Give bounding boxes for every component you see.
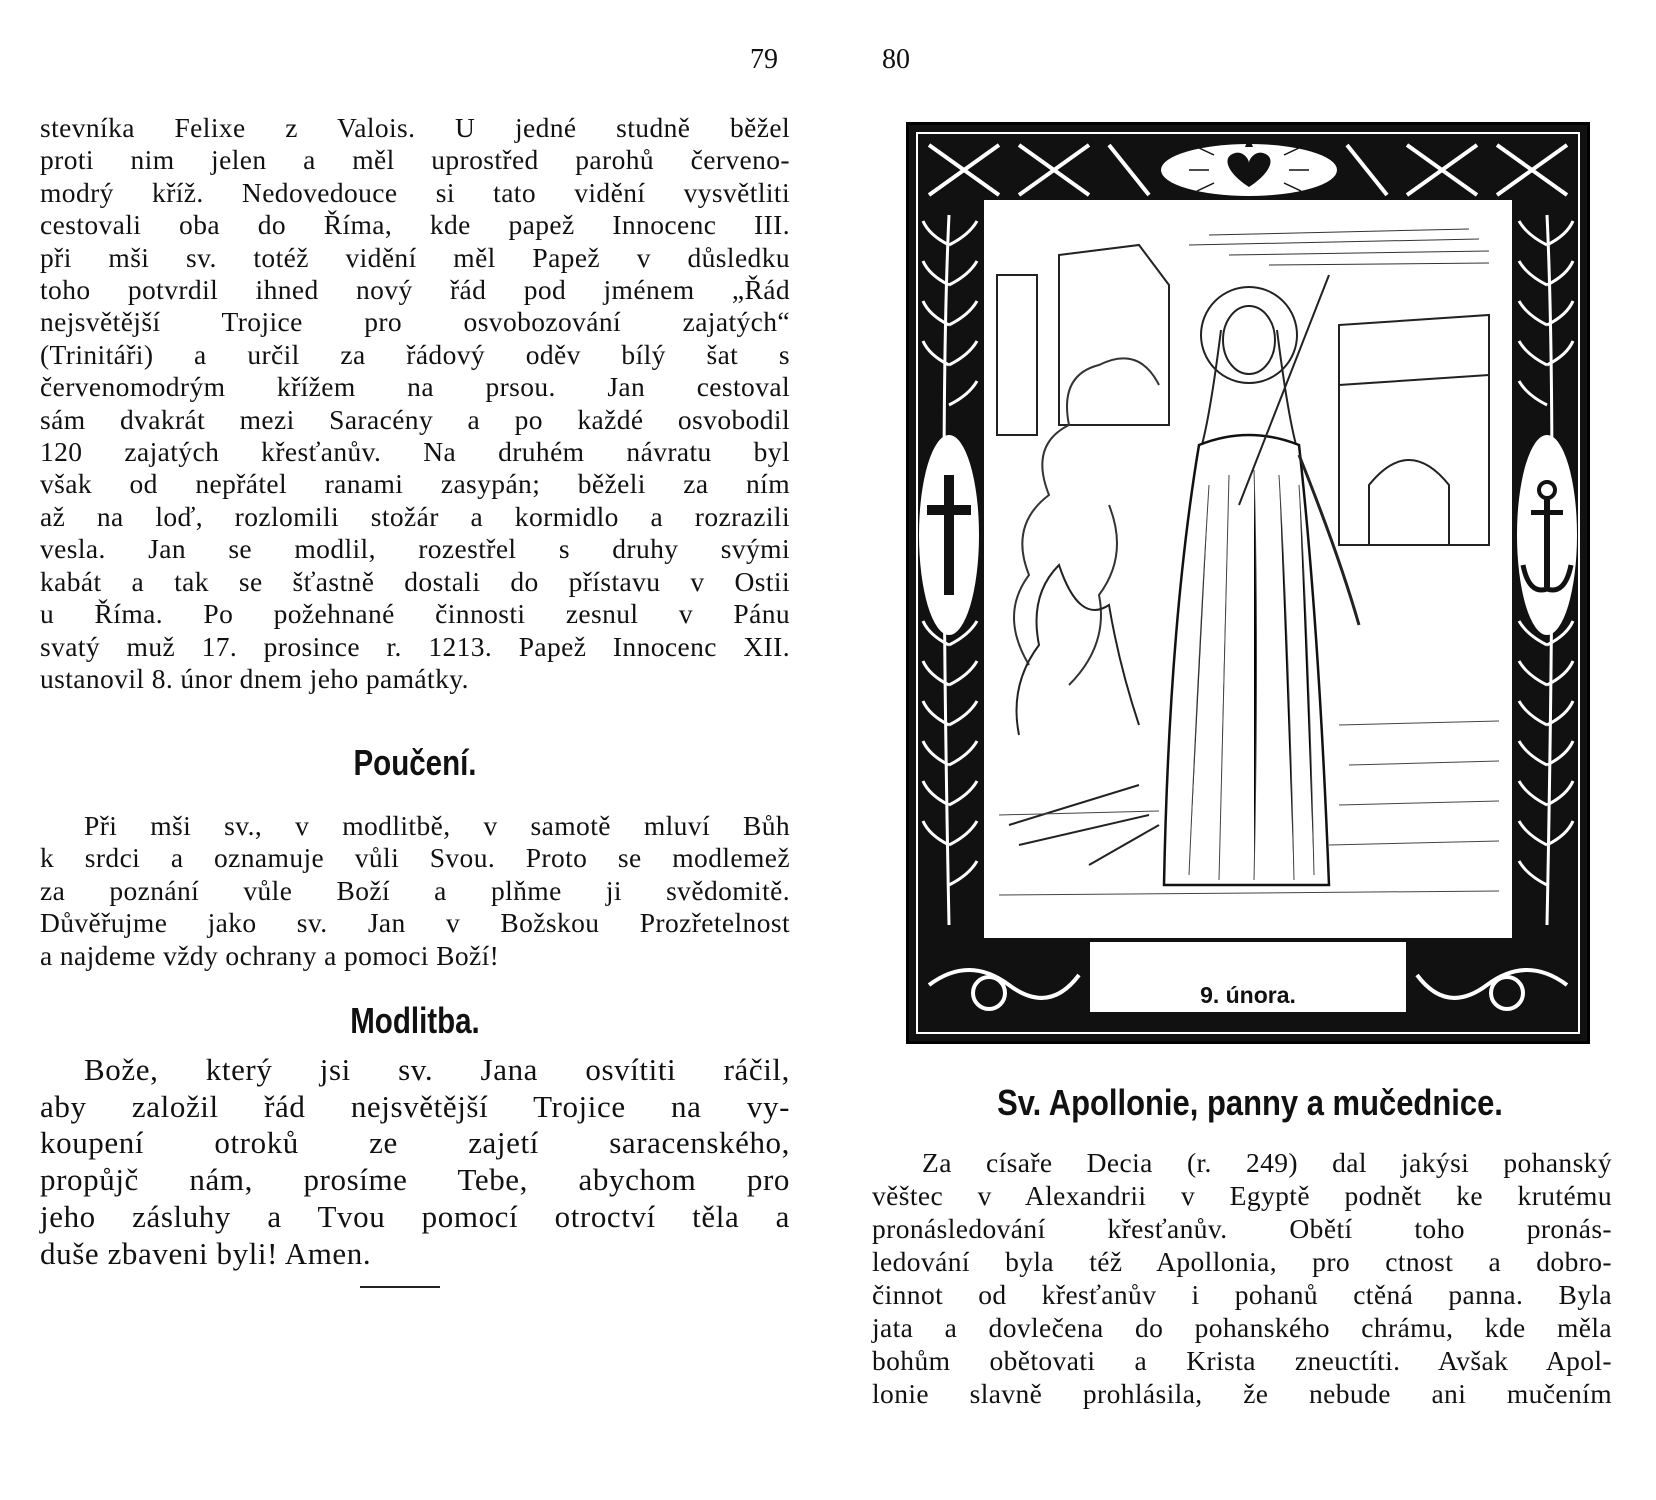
text-line: proti nim jelen a měl uprostřed parohů červeno- [40,144,790,176]
illustration-caption: 9. února. [1200,982,1296,1008]
text-line: u Říma. Po požehnané činnosti zesnul v Pánu [40,598,790,630]
text-line: nejsvětější Trojice pro osvobozování zajatých“ [40,306,790,338]
text-line: za poznání vůle Boží a plňme ji svědomitě. [40,874,790,906]
text-line: duše zbaveni byli! Amen. [40,1235,372,1271]
text-line: propůjč nám, prosíme Tebe, abychom pro [40,1162,790,1198]
text-line: sám dvakrát mezi Saracény a po každé osvobodil [40,403,790,435]
text-line: jata a dovlečena do pohanského chrámu, kde měla [872,1312,1612,1343]
text-line: však od nepřátel ranami zasypán; běželi za ním [40,468,790,500]
text-line: cestovali oba do Říma, kde papež Innocenc III. [40,209,790,241]
text-line: červenomodrým křížem na prsou. Jan cestoval [40,371,790,403]
text-line: Za císaře Decia (r. 249) dal jakýsi pohanský [922,1147,1612,1178]
text-line: pronásledování křesťanův. Obětí toho pronás- [872,1213,1612,1244]
text-line: činnot od křesťanův i pohanů ctěná panna. Byla [872,1279,1612,1310]
text-line: k srdci a oznamuje vůli Svou. Proto se modlemež [40,842,790,874]
text-line: toho potvrdil ihned nový řád pod jménem „Řád [40,274,790,306]
pouceni-paragraph [40,810,790,972]
text-line: aby založil řád nejsvětější Trojice na vy- [40,1088,790,1124]
chapter-title: Sv. Apollonie, panny a mučednice. [997,1082,1503,1123]
text-line: ledování byla též Apollonia, pro ctnost a dobro- [872,1246,1612,1277]
text-line: svatý muž 17. prosince r. 1213. Papež Innocenc XII. [40,630,790,662]
saint-illustration [906,122,1590,1044]
text-line: věštec v Alexandrii v Egyptě podnět ke krutému [872,1180,1612,1211]
text-line: a najdeme vždy ochrany a pomoci Boží! [40,939,500,971]
page-number-left: 79 [750,44,778,75]
text-line: Bože, který jsi sv. Jana osvítiti ráčil, [84,1052,790,1087]
text-line: modrý kříž. Nedovedouce si tato vidění vysvětliti [40,176,790,208]
text-line: bohům obětovati a Krista zneuctíti. Avšak Apol- [872,1345,1612,1376]
text-line: Důvěřujme jako sv. Jan v Božskou Prozřetelnost [40,907,790,939]
page-number-right: 80 [882,44,910,75]
modlitba-paragraph [40,1052,790,1272]
heading-modlitba: Modlitba. [350,1000,480,1041]
text-line: Při mši sv., v modlitbě, v samotě mluví Bůh [84,810,790,841]
text-line: ustanovil 8. únor dnem jeho památky. [40,662,469,694]
text-line: vesla. Jan se modlil, rozestřel s druhy svými [40,533,790,565]
section-end-rule [360,1286,440,1288]
right-paragraph [872,1146,1612,1410]
text-line: při mši sv. totéž vidění měl Papež v důsledku [40,241,790,273]
text-line: kabát a tak se šťastně dostali do přístavu v Ostii [40,565,790,597]
illustration-art [909,125,1587,1041]
anchor-icon [1517,435,1577,635]
text-line: stevníka Felixe z Valois. U jedné studně běžel [40,112,790,143]
text-line: až na loď, rozlomili stožár a kormidlo a rozrazili [40,500,790,532]
heading-pouceni: Poučení. [353,742,477,783]
text-line: koupení otroků ze zajetí saracenského, [40,1125,790,1161]
text-line: lonie slavně prohlásila, že nebude ani mučením [872,1378,1612,1409]
left-paragraph [40,112,790,695]
text-line: jeho zásluhy a Tvou pomocí otroctví těla a [40,1198,790,1234]
text-line: 120 zajatých křesťanův. Na druhém návratu byl [40,436,790,468]
text-line: (Trinitáři) a určil za řádový oděv bílý šat s [40,338,790,370]
cross-icon [919,435,979,635]
